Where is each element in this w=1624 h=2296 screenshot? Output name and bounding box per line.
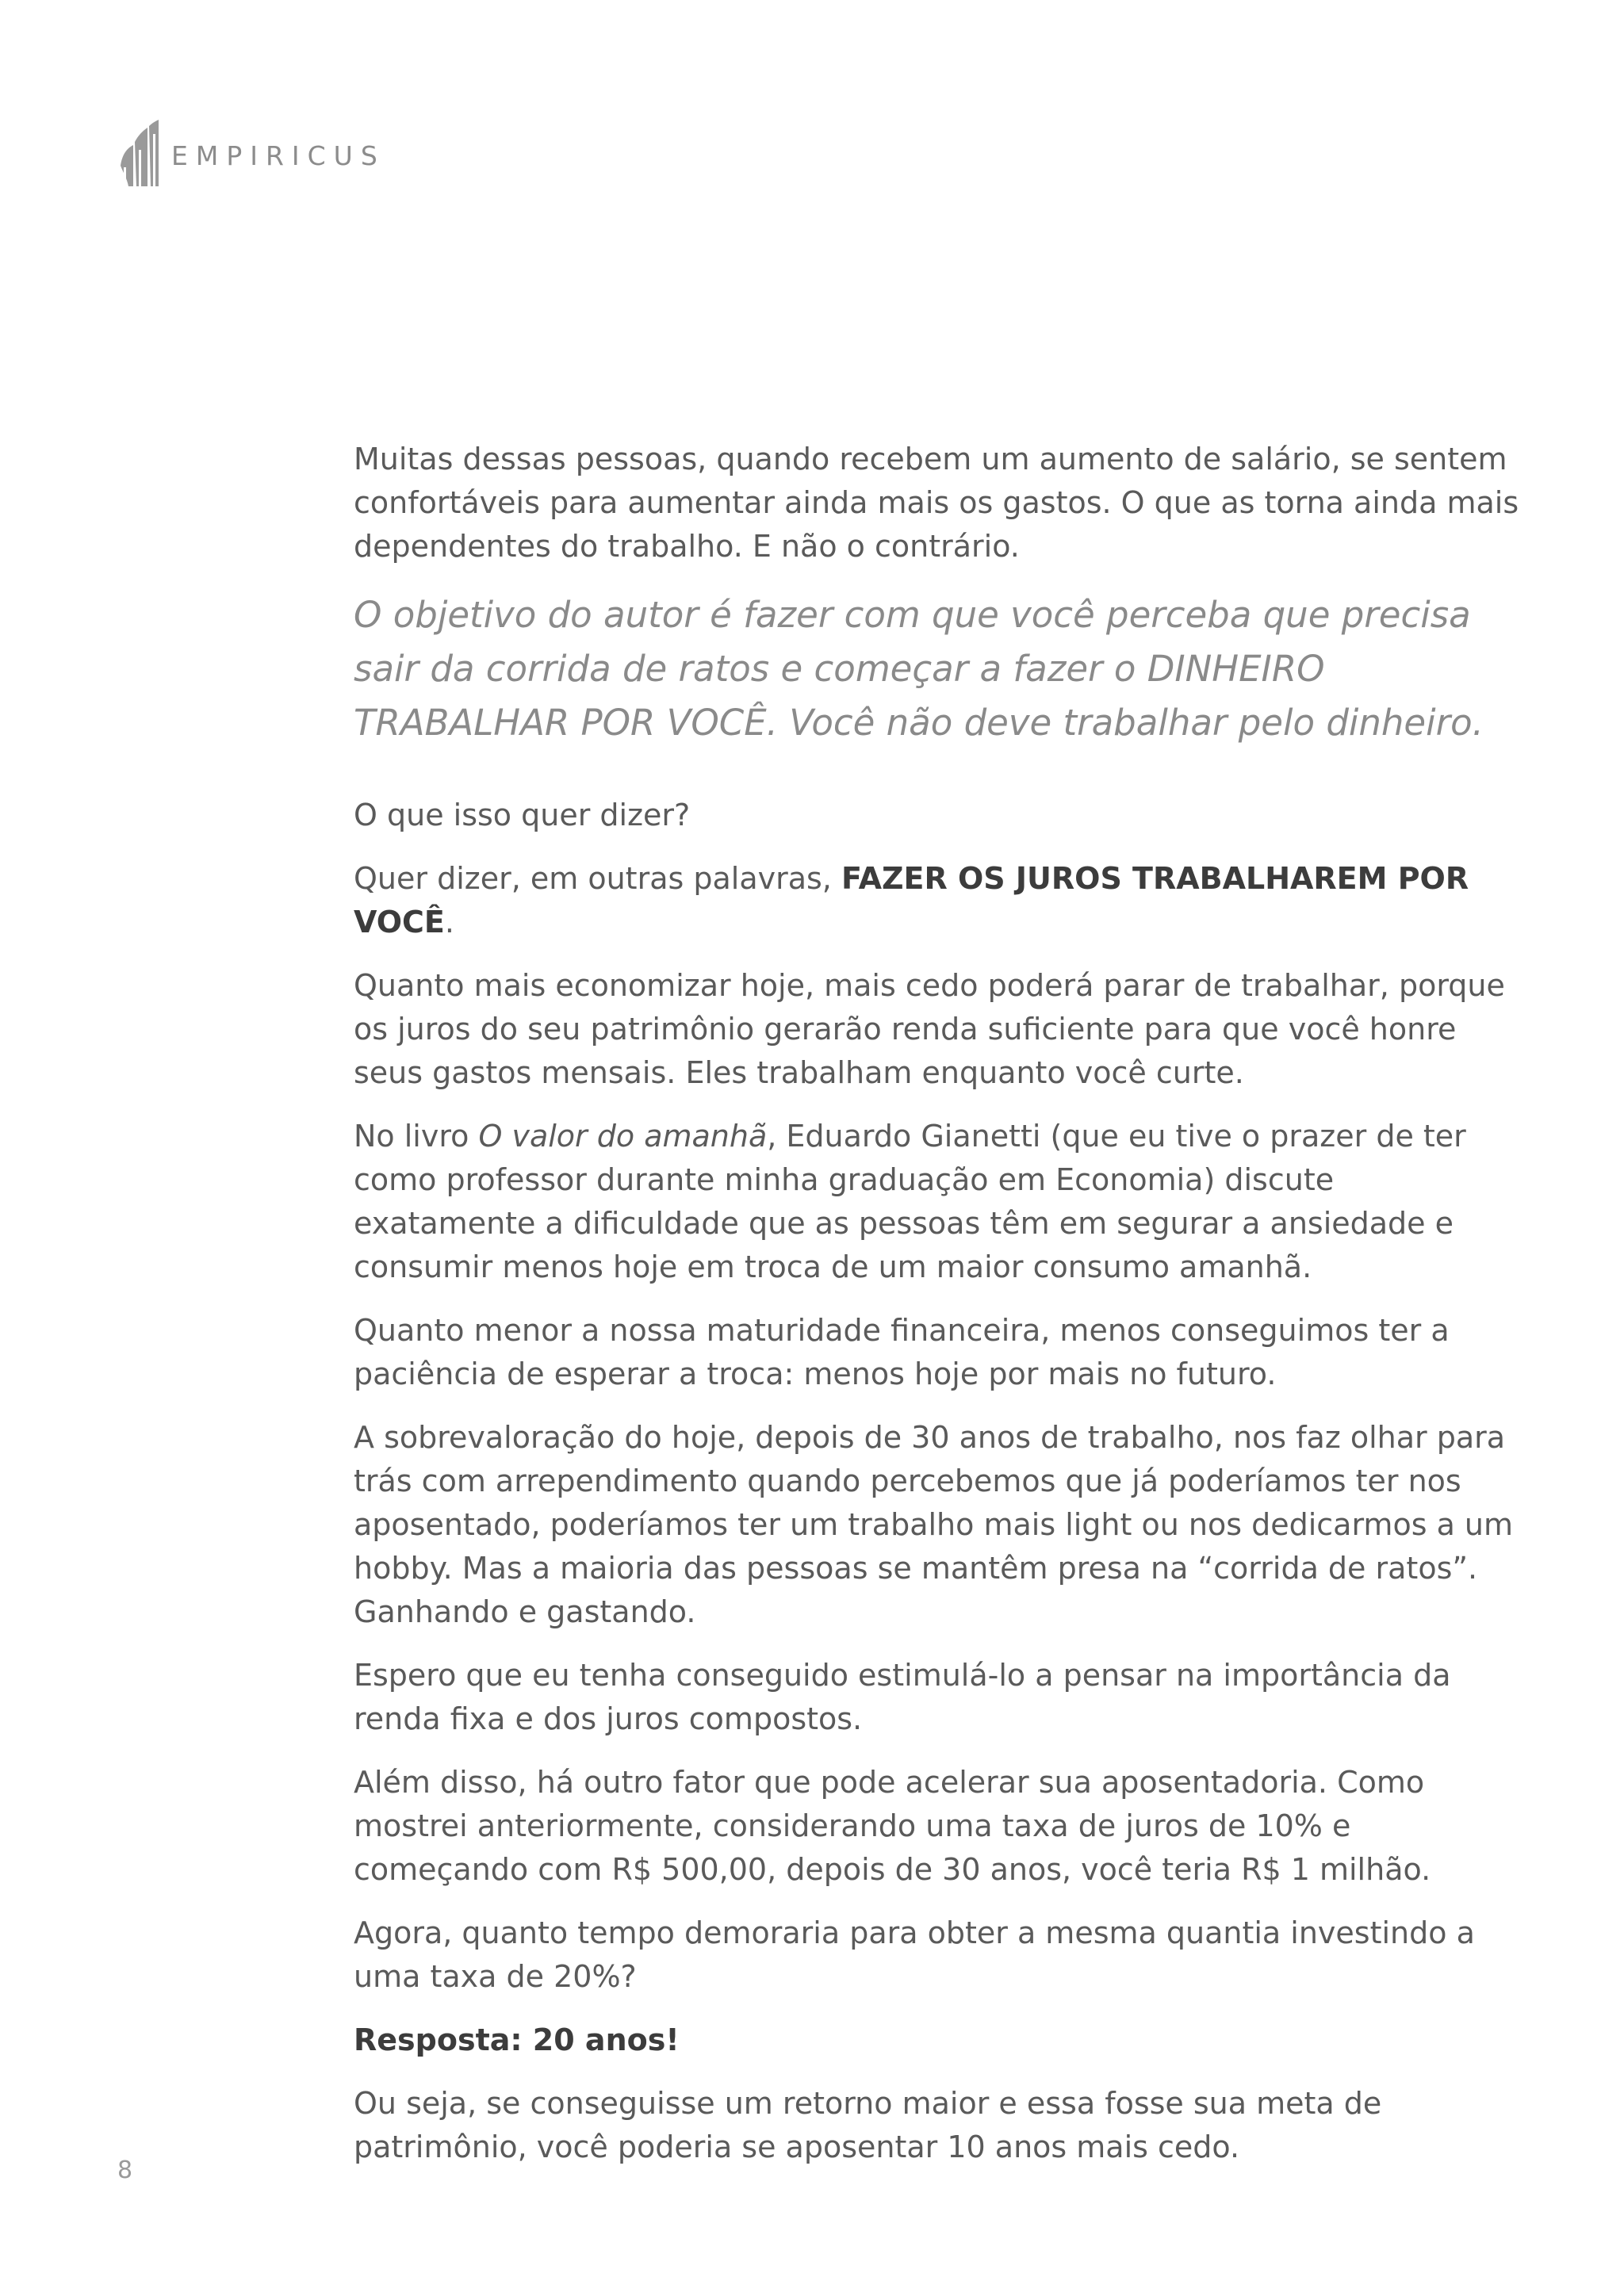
paragraph-6: Quanto menor a nossa maturidade financeira, menos conseguimos ter a paciência de esperar a troca: menos hoje por mais no futuro. [354,1313,1450,1391]
paragraph-3-end: . [444,905,454,939]
pull-quote: O objetivo do autor é fazer com que você perceba que precisa sair da corrida de ratos e começar a fazer o DINHEIRO TRABALHAR POR VOCÊ. Você não deve trabalhar pelo dinheiro. [354,594,1484,744]
paragraph-7: A sobrevaloração do hoje, depois de 30 anos de trabalho, nos faz olhar para trás com arrependimento quando percebemos que já poderíamos ter nos aposentado, poderíamos ter um trabalho mais light ou nos dedicarmos a um hobby. Mas a maioria das pessoas se mantêm presa na “corrida de ratos”. Ganhando e gastando. [354,1420,1514,1629]
paragraph-2: O que isso quer dizer? [354,798,691,832]
paragraph-4: Quanto mais economizar hoje, mais cedo poderá parar de trabalhar, porque os juros do seu patrimônio gerarão renda suficiente para que você honre seus gastos mensais. Eles trabalham enquanto você curte. [354,968,1505,1090]
paragraph-5-rest: , Eduardo Gianetti (que eu tive o prazer de ter como professor durante minha graduação em Economia) discute exatamente a dificuldade que as pessoas têm em segurar a ansiedade e consumir menos hoje em troca de um maior consumo amanhã. [354,1119,1466,1284]
book-title: O valor do amanhã [478,1119,768,1154]
article-body [354,438,1519,2189]
answer: Resposta: 20 anos! [354,2022,680,2057]
paragraph-3-bold: FAZER OS JUROS TRABALHAREM POR VOCÊ [354,861,1469,939]
paragraph-3 [354,857,1519,944]
paragraph-10: Agora, quanto tempo demoraria para obter a mesma quantia investindo a uma taxa de 20%? [354,1915,1475,1994]
paragraph-8: Espero que eu tenha conseguido estimulá-lo a pensar na importância da renda fixa e dos juros compostos. [354,1658,1451,1736]
brand-name: EMPIRICUS [171,140,385,171]
paragraph-5 [354,1115,1519,1289]
paragraph-3-text: Quer dizer, em outras palavras, [354,861,841,896]
page-number: 8 [117,2156,133,2184]
paragraph-1: Muitas dessas pessoas, quando recebem um aumento de salário, se sentem confortáveis para aumentar ainda mais os gastos. O que as torna ainda mais dependentes do trabalho. E não o contrário. [354,442,1519,564]
paragraph-11: Ou seja, se conseguisse um retorno maior e essa fosse sua meta de patrimônio, você poderia se aposentar 10 anos mais cedo. [354,2086,1382,2164]
paragraph-9: Além disso, há outro fator que pode acelerar sua aposentadoria. Como mostrei anteriormente, considerando uma taxa de juros de 10% e começando com R$ 500,00, depois de 30 anos, você teria R$ 1 milhão. [354,1765,1431,1887]
empiricus-logo-icon [117,118,162,189]
header [117,117,385,190]
paragraph-5-text: No livro [354,1119,479,1154]
